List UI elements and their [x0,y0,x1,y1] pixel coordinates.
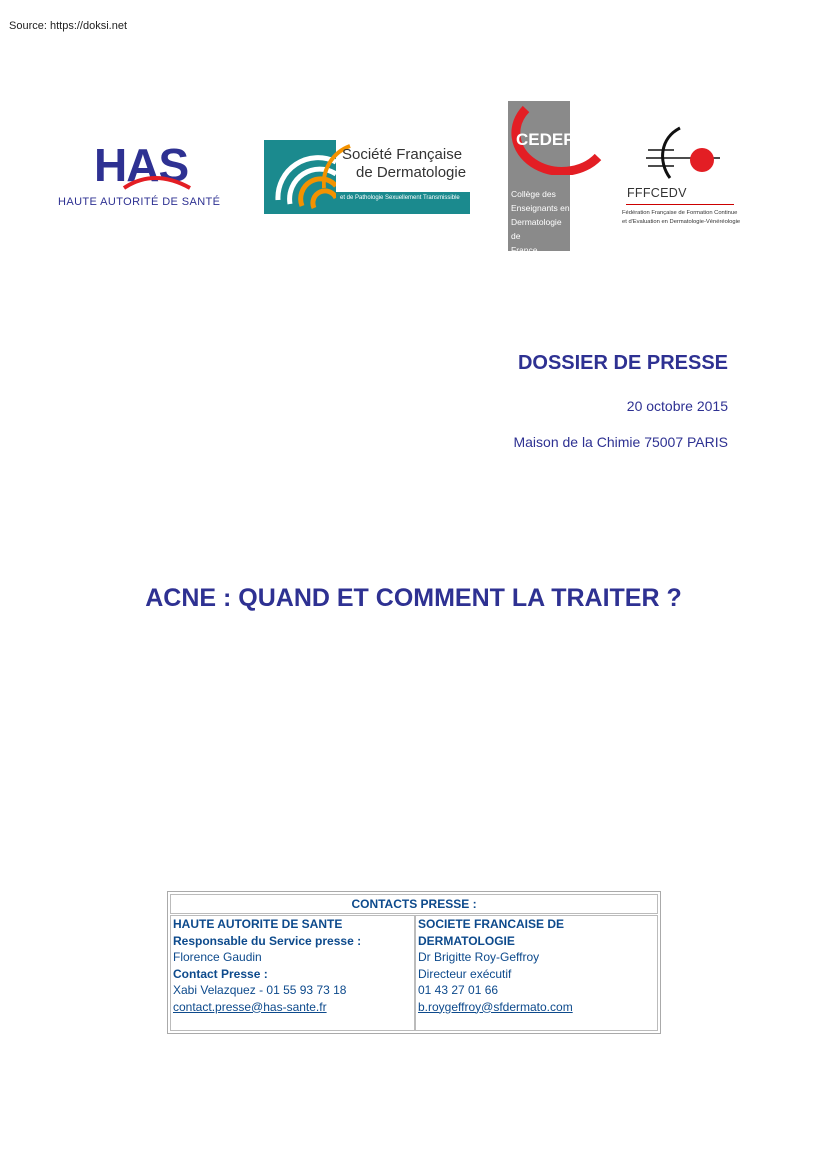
fffcedv-divider [626,204,734,205]
cedef-logo-title: CEDEF [516,130,574,149]
event-date: 20 octobre 2015 [626,398,728,414]
contact-role: Responsable du Service presse : [173,933,362,948]
cedef-sub-line: Dermatologie de [511,217,562,241]
fffcedv-logo-subtitle [622,209,740,227]
sfd-logo [264,140,470,214]
cedef-logo [486,101,604,253]
contact-name: Florence Gaudin [173,950,262,964]
contacts-column-has [170,915,415,1031]
fffcedv-logo-name: FFFCEDV [627,186,687,200]
event-location: Maison de la Chimie 75007 PARIS [513,434,728,450]
fffcedv-logo [620,124,750,234]
has-logo [58,140,228,210]
dossier-heading: DOSSIER DE PRESSE [517,352,728,374]
fffcedv-sub-line: et d'Evaluation en Dermatologie-Vénéréologie [622,219,741,225]
cedef-sub-line: Enseignants en [511,203,570,213]
contact-org: HAUTE AUTORITE DE SANTE [173,917,343,931]
contact-name: Dr Brigitte Roy-Geffroy [418,950,540,964]
contacts-table [167,891,661,1034]
contact-email-link[interactable]: b.roygeffroy@sfdermato.com [418,999,573,1014]
sfd-logo-line2: de Dermatologie [356,164,467,181]
contacts-column-sfd [415,915,658,1031]
contact-org: SOCIETE FRANCAISE DE [418,917,565,931]
contact-phone: 01 43 27 01 66 [418,983,499,997]
has-logo-mark: HAS [94,139,189,191]
cedef-logo-subtitle [511,187,571,257]
contact-org: DERMATOLOGIE [418,933,515,948]
contact-email-link[interactable]: contact.presse@has-sante.fr [173,999,327,1014]
source-label: Source: https://doksi.net [9,20,128,32]
sfd-logo-line1: Société Française [342,146,463,163]
contact-role: Contact Presse : [173,966,268,981]
contacts-heading: CONTACTS PRESSE : [170,894,658,914]
has-logo-subtitle: HAUTE AUTORITÉ DE SANTÉ [58,196,221,208]
sfd-logo-line3: et de Pathologie Sexuellement Transmissible [340,195,460,201]
contact-name-phone: Xabi Velazquez - 01 55 93 73 18 [173,983,347,997]
cedef-sub-line: France [511,245,538,255]
fffcedv-emblem-icon [640,124,730,184]
cedef-sub-line: Collège des [511,189,556,199]
page-title: ACNE : QUAND ET COMMENT LA TRAITER ? [145,584,682,612]
contact-role: Directeur exécutif [418,966,512,981]
has-swoosh-icon [94,148,194,198]
fffcedv-sub-line: Fédération Française de Formation Continue [622,210,738,216]
